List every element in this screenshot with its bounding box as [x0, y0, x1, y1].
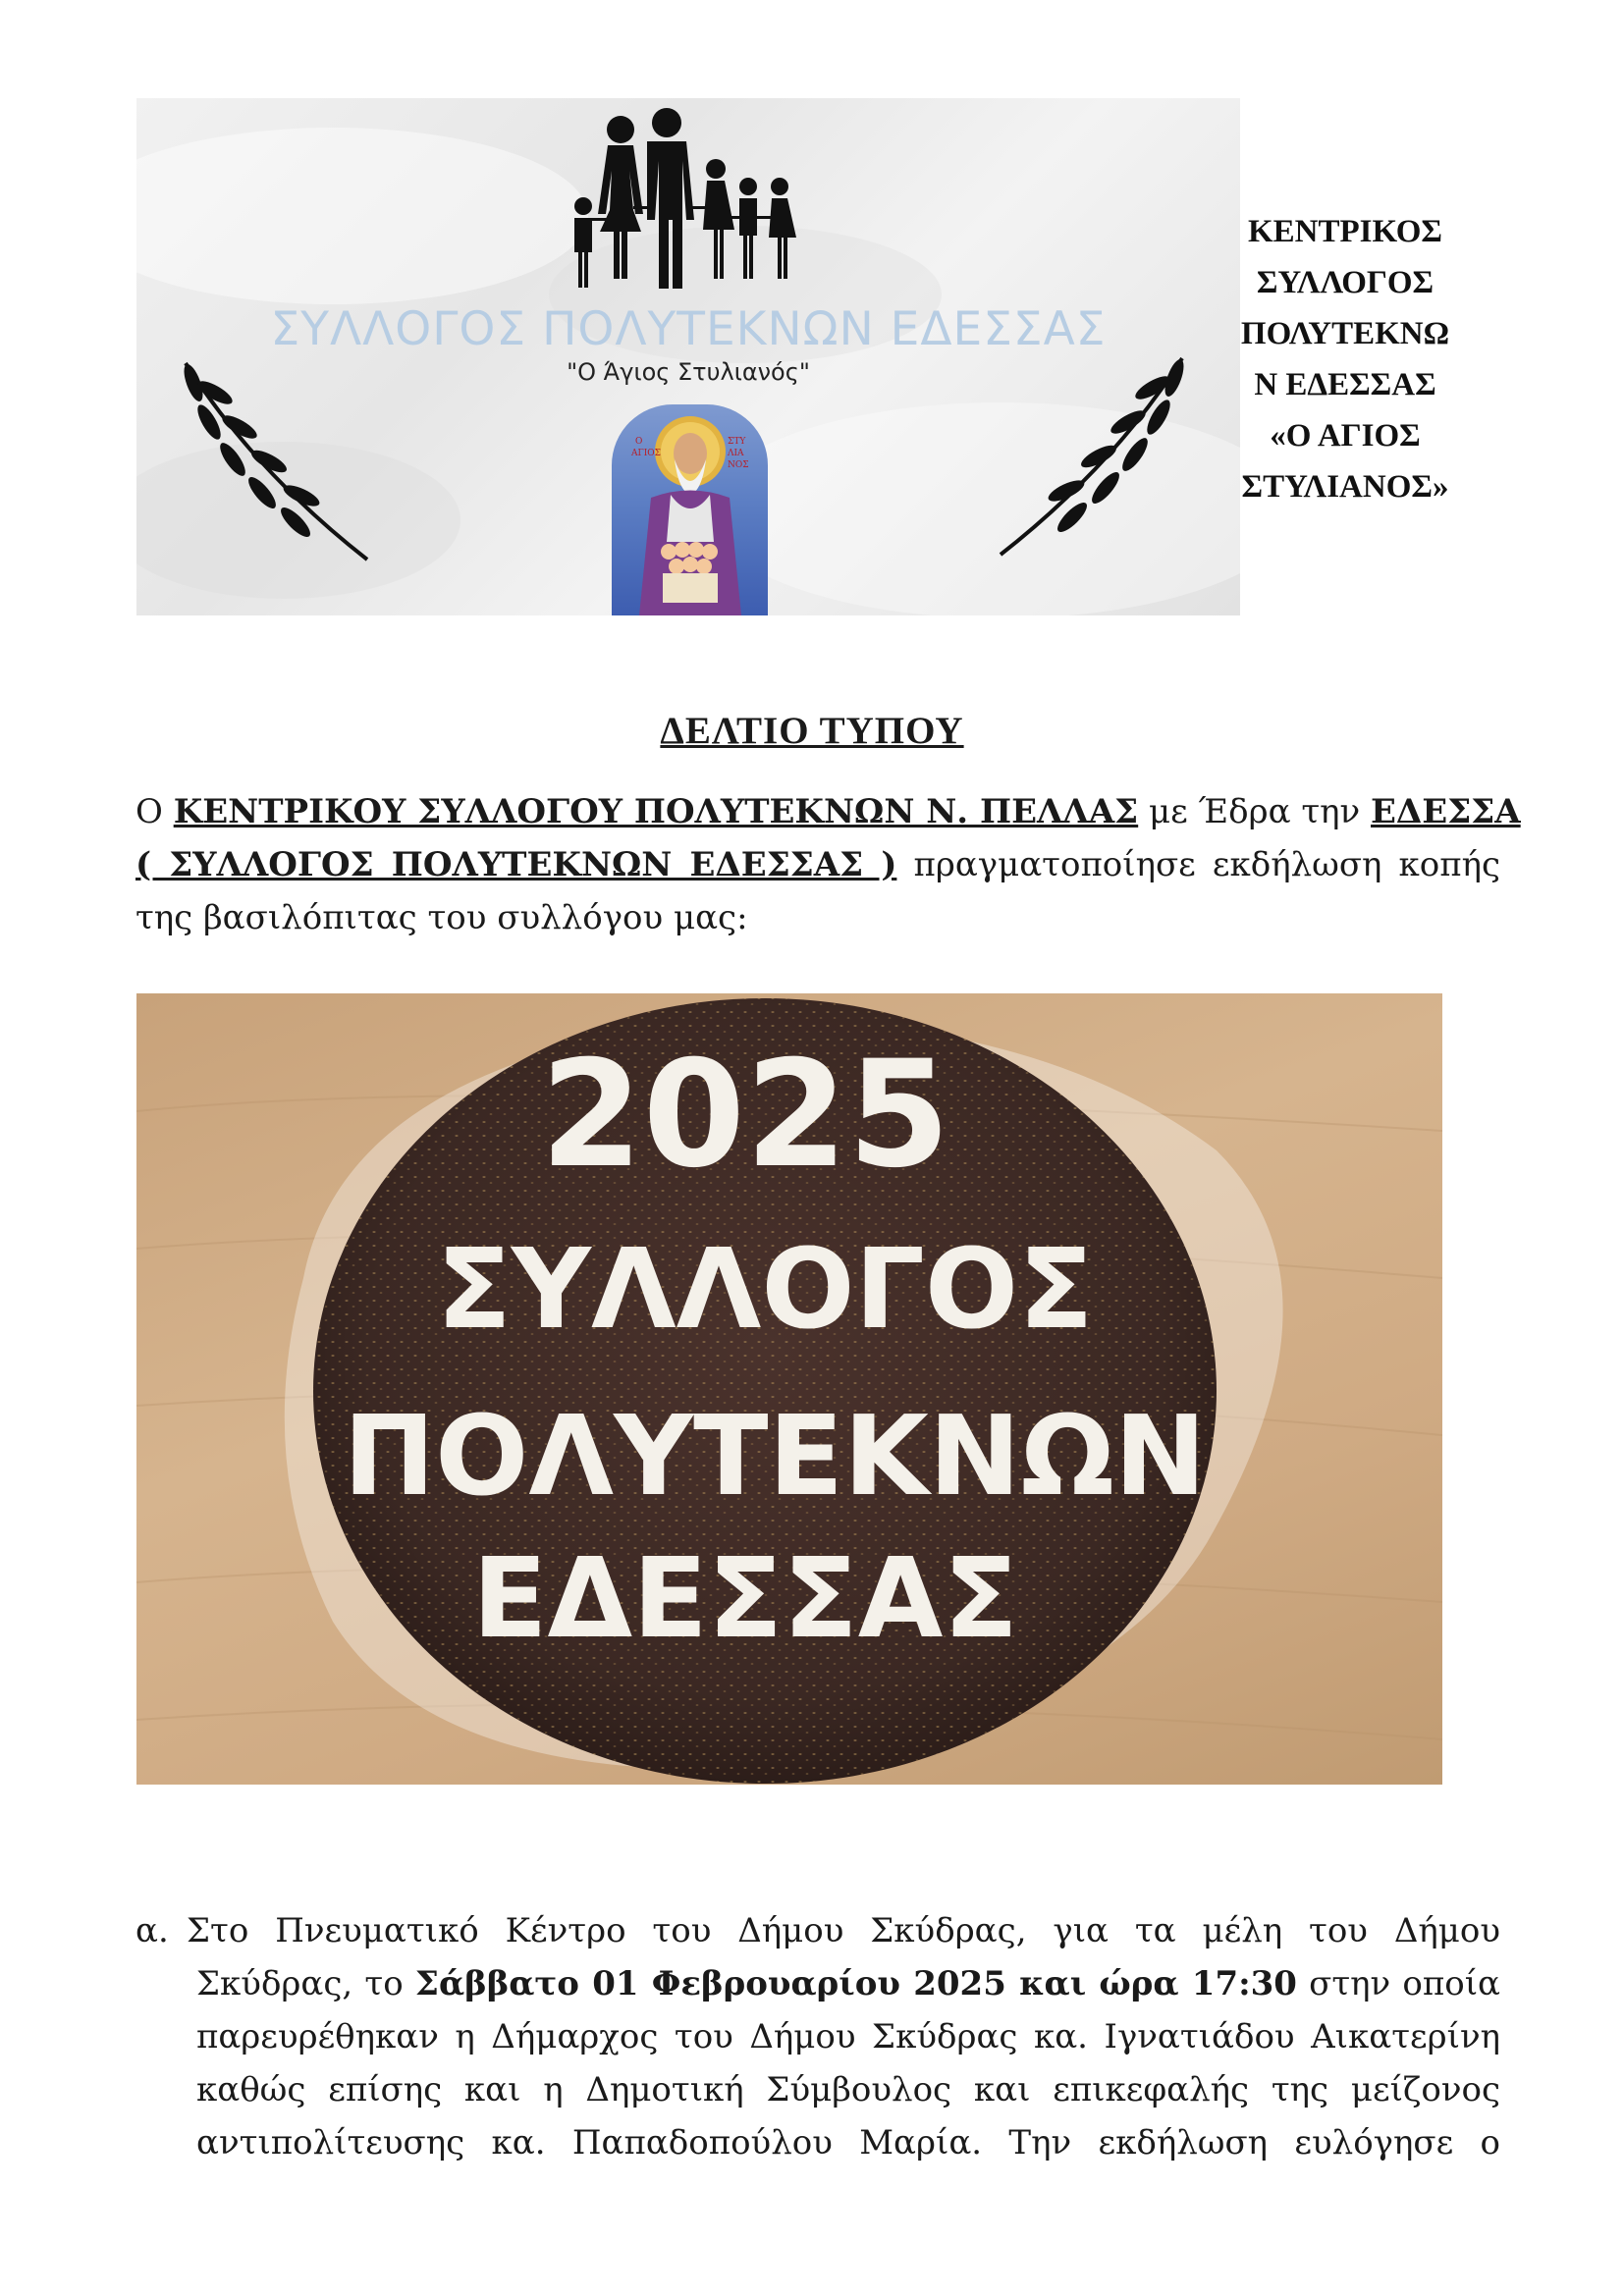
intro-text: με Έδρα την [1138, 792, 1371, 831]
intro-text: πραγματοποίησε εκδήλωση κοπής [896, 845, 1500, 884]
vasilopita-photo [136, 993, 1442, 1785]
svg-text:ΑΓΙΟΣ: ΑΓΙΟΣ [631, 449, 662, 458]
intro-bold-text: ΕΔΕΣΣΑ [1371, 792, 1521, 831]
organization-title-line: «Ο ΑΓΙΟΣ [1270, 418, 1421, 454]
organization-title-line: Ν ΕΔΕΣΣΑΣ [1254, 367, 1436, 402]
intro-text: της βασιλόπιτας του συλλόγου μας: [135, 898, 748, 937]
organization-title [1198, 206, 1492, 512]
organization-title-line: ΠΟΛΥΤΕΚΝΩ [1240, 316, 1450, 351]
intro-bold-text: ΚΕΝΤΡΙΚΟΥ ΣΥΛΛΟΓΟΥ ΠΟΛΥΤΕΚΝΩΝ Ν. ΠΕΛΛΑΣ [173, 792, 1139, 831]
list-item-line: καθώς επίσης και η Δημοτική Σύμβουλος και επικεφαλής της μείζονος [196, 2070, 1500, 2109]
intro-line [135, 891, 1500, 944]
cake-text-line: ΠΟΛΥΤΕΚΝΩΝ [343, 1393, 1207, 1521]
intro-paragraph [135, 785, 1521, 944]
cake-text-line: ΕΔΕΣΣΑΣ [472, 1535, 1018, 1663]
svg-text:Ο: Ο [635, 437, 643, 447]
svg-text:ΛΙΑ: ΛΙΑ [728, 449, 744, 458]
banner-subtitle: "Ο Άγιος Στυλιανός" [567, 358, 810, 386]
list-item-line [196, 1957, 1500, 2010]
vasilopita-cake-image [136, 993, 1442, 1785]
saint-icon-image [612, 404, 768, 615]
olive-branch-right-icon [996, 348, 1192, 560]
intro-line [135, 785, 1521, 838]
list-item-a [135, 1904, 1500, 2169]
intro-line [135, 838, 1500, 891]
svg-text:ΝΟΣ: ΝΟΣ [728, 460, 749, 470]
list-item-line: αντιπολίτευσης κα. Παπαδοπούλου Μαρία. Την εκδήλωση ευλόγησε ο [196, 2123, 1500, 2163]
list-item-text: στην οποία [1296, 1964, 1500, 2003]
organization-title-line: ΣΤΥΛΙΑΝΟΣ» [1241, 469, 1449, 505]
association-banner [136, 98, 1240, 615]
svg-text:ΣΤΥ: ΣΤΥ [728, 437, 746, 447]
cake-text-line: ΣΥΛΛΟΓΟΣ [436, 1226, 1094, 1354]
olive-branch-left-icon [176, 353, 372, 564]
cake-text-line: 2025 [540, 1030, 950, 1201]
intro-text: Ο [135, 792, 174, 831]
press-release-heading: ΔΕΛΤΙΟ ΤΥΠΟΥ [660, 710, 964, 752]
list-item-line: Στο Πνευματικό Κέντρο του Δήμου Σκύδρας, για τα μέλη του Δήμου [187, 1911, 1500, 1950]
list-marker: α. [135, 1911, 169, 1950]
list-item-text: Σκύδρας, το [196, 1964, 415, 2003]
banner-title: ΣΥΛΛΟΓΟΣ ΠΟΛΥΤΕΚΝΩΝ ΕΔΕΣΣΑΣ [270, 302, 1107, 356]
list-item-line: παρευρέθηκαν η Δήμαρχος του Δήμου Σκύδρας κα. Ιγνατιάδου Αικατερίνη [196, 2017, 1500, 2056]
intro-bold-text: ( ΣΥΛΛΟΓΟΣ ΠΟΛΥΤΕΚΝΩΝ ΕΔΕΣΣΑΣ ) [135, 845, 897, 884]
organization-title-line: ΣΥΛΛΟΓΟΣ [1256, 265, 1435, 300]
organization-title-line: ΚΕΝΤΡΙΚΟΣ [1247, 214, 1443, 249]
list-item-bold-text: Σάββατο 01 Φεβρουαρίου 2025 και ώρα 17:30 [414, 1964, 1297, 2003]
family-silhouette-icon [568, 108, 853, 290]
